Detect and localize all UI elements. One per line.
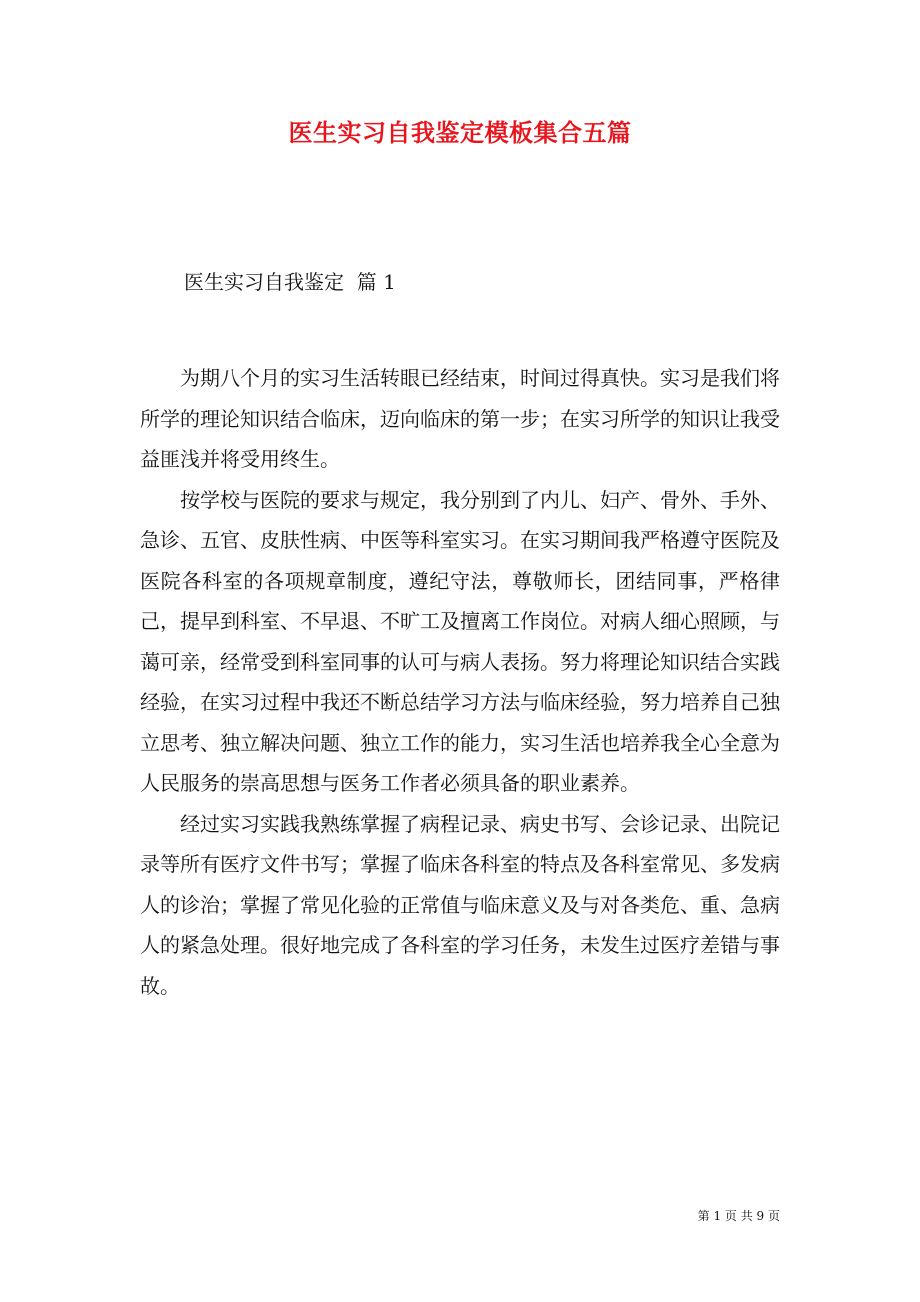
page-number-footer: 第 1 页 共 9 页 (697, 1209, 780, 1223)
body-text (140, 358, 780, 1006)
document-title: 医生实习自我鉴定模板集合五篇 (288, 118, 632, 147)
paragraph-3: 经过实习实践我熟练掌握了病程记录、病史书写、会诊记录、出院记录等所有医疗文件书写；掌握了临床各科室的特点及各科室常见、多发病人的诊治；掌握了常见化验的正常值与临床意义及与对各类危、重、急病人的紧急处理。很好地完成了各科室的学习任务，未发生过医疗差错与事故。 (140, 811, 780, 998)
section-heading: 医生实习自我鉴定 篇 1 (184, 270, 396, 294)
paragraph-1: 为期八个月的实习生活转眼已经结束，时间过得真快。实习是我们将所学的理论知识结合临床，迈向临床的第一步；在实习所学的知识让我受益匪浅并将受用终生。 (140, 366, 780, 471)
paragraph-2: 按学校与医院的要求与规定，我分别到了内儿、妇产、骨外、手外、急诊、五官、皮肤性病、中医等科室实习。在实习期间我严格遵守医院及医院各科室的各项规章制度，遵纪守法，尊敬师长，团结同事，严格律己，提早到科室、不早退、不旷工及擅离工作岗位。对病人细心照顾，与蔼可亲，经常受到科室同事的认可与病人表扬。努力将理论知识结合实践经验，在实习过程中我还不断总结学习方法与临床经验，努力培养自己独立思考、独立解决问题、独立工作的能力，实习生活也培养我全心全意为人民服务的崇高思想与医务工作者必须具备的职业素养。 (140, 487, 780, 795)
